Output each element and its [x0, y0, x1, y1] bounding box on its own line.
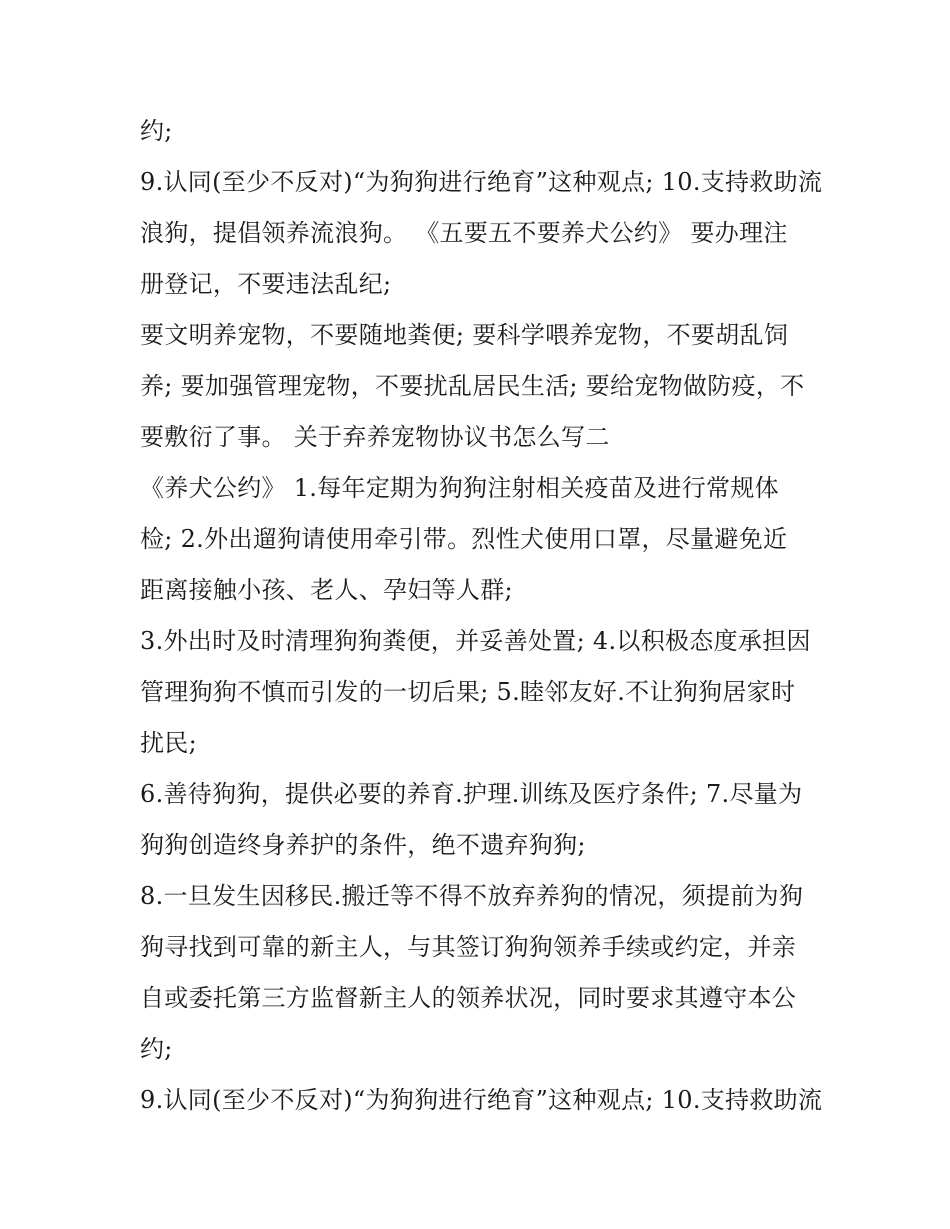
text-line: 册登记，不要违法乱纪; — [140, 270, 392, 298]
text-line: 8.一旦发生因移民.搬迁等不得不放弃养狗的情况，须提前为狗 — [140, 882, 804, 910]
text-line: 3.外出时及时清理狗狗粪便，并妥善处置; 4.以积极态度承担因 — [140, 627, 811, 655]
text-line: 管理狗狗不慎而引发的一切后果; 5.睦邻友好.不让狗狗居家时 — [140, 678, 796, 706]
document-body — [140, 106, 823, 1126]
text-line: 9.认同(至少不反对)“为狗狗进行绝育”这种观点; 10.支持救助流 — [140, 1086, 823, 1114]
text-line: 要敷衍了事。 关于弃养宠物协议书怎么写二 — [140, 423, 610, 451]
text-line: 狗狗创造终身养护的条件，绝不遗弃狗狗; — [140, 831, 586, 859]
text-line: 养; 要加强管理宠物，不要扰乱居民生活; 要给宠物做防疫，不 — [140, 372, 805, 400]
text-line: 约; — [140, 117, 173, 145]
text-line: 检; 2.外出遛狗请使用牵引带。烈性犬使用口罩，尽量避免近 — [140, 525, 788, 553]
text-line: 要文明养宠物，不要随地粪便; 要科学喂养宠物，不要胡乱饲 — [140, 321, 789, 349]
text-line: 距离接触小孩、老人、孕妇等人群; — [140, 576, 513, 604]
text-line: 自或委托第三方监督新主人的领养状况，同时要求其遵守本公 — [140, 984, 797, 1012]
text-line: 浪狗，提倡领养流浪狗。 《五要五不要养犬公约》 要办理注 — [140, 219, 788, 247]
text-line: 约; — [140, 1035, 173, 1063]
text-line: 6.善待狗狗，提供必要的养育.护理.训练及医疗条件; 7.尽量为 — [140, 780, 803, 808]
text-line: 《养犬公约》 1.每年定期为狗狗注射相关疫苗及进行常规体 — [140, 474, 779, 502]
text-line: 9.认同(至少不反对)“为狗狗进行绝育”这种观点; 10.支持救助流 — [140, 168, 823, 196]
text-line: 扰民; — [140, 729, 197, 757]
text-line: 狗寻找到可靠的新主人，与其签订狗狗领养手续或约定，并亲 — [140, 933, 797, 961]
